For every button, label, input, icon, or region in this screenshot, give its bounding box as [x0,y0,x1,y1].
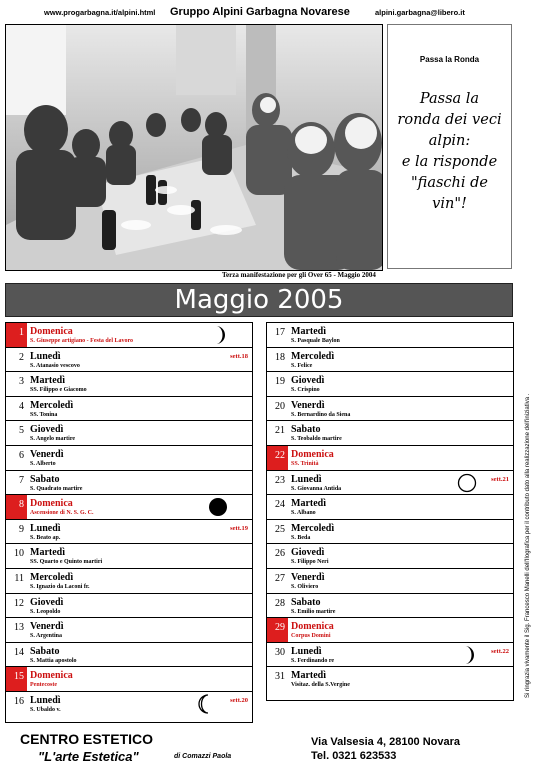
weekday-name: Sabato [291,596,321,608]
quote-line: "fiaschi de [411,175,488,191]
weekday-name: Giovedì [30,596,64,608]
saint-name: S. Bernardino da Siena [291,411,351,418]
weekday-name: Venerdì [291,399,325,411]
calendar-day-row [6,323,252,348]
weekday-name: Domenica [291,621,334,633]
week-number: sett.22 [491,647,509,655]
calendar-day-row [267,544,513,569]
day-number: 23 [275,474,285,486]
email-link[interactable]: alpini.garbagna@libero.it [375,8,465,17]
day-number: 30 [275,646,285,658]
day-number: 12 [14,597,24,609]
weekday-name: Lunedì [291,473,322,485]
day-number: 11 [14,573,24,584]
new-moon-icon [208,497,228,517]
ad-owner: di Comazzi Paola [174,753,232,760]
saint-name: S. Ferdinando re [291,657,335,664]
day-number: 18 [275,351,285,363]
group-photo [5,24,383,271]
first-quarter-icon [196,694,216,714]
calendar-day-row [6,421,252,446]
saint-name: S. Albano [291,510,316,517]
week-number: sett.19 [230,524,248,532]
weekday-name: Mercoledì [30,572,74,583]
calendar-day-row [6,692,252,717]
weekday-name: Domenica [291,449,334,460]
header-bar [0,6,536,20]
weekday-name: Venerdì [30,621,64,633]
calendar-day-row [6,495,252,520]
saint-name: S. Giuseppe artigiano - Festa del Lavoro [30,338,134,344]
weekday-name: Mercoledì [291,350,335,362]
saint-name: S. Argentina [30,633,63,640]
day-number: 5 [19,425,24,437]
quote-line: e la risponde [401,154,498,170]
saint-name: Ascensione di N. S. G. C. [30,510,94,517]
saint-name: S. Quadrato martire [30,485,83,492]
day-number: 4 [19,400,24,412]
group-photo-illustration [6,25,382,270]
last-quarter-icon [457,645,477,665]
day-number: 1 [6,323,27,347]
saint-name: SS. Quarto e Quinto martiri [30,559,103,566]
week-number: sett.18 [230,352,248,360]
calendar-day-row [267,643,513,668]
calendar-day-row [267,421,513,446]
saint-name: S. Filippo Neri [291,559,329,566]
day-number: 21 [275,425,285,437]
day-number: 10 [14,548,24,560]
calendar-day-row [267,569,513,594]
day-number: 19 [275,376,285,388]
quote-line: alpin: [428,133,471,149]
saint-name: SS. Filippo e Giacomo [30,387,87,394]
calendar-day-row [6,643,252,668]
day-number: 2 [19,351,24,363]
weekday-name: Venerdì [30,449,64,460]
day-number: 16 [14,696,24,707]
saint-name: S. Beda [291,534,311,541]
saint-name: S. Alberto [30,461,56,467]
weekday-name: Mercoledì [291,522,335,534]
day-number: 15 [6,667,27,691]
saint-name: S. Mattia apostolo [30,657,77,664]
weekday-name: Venerdì [291,572,325,583]
day-number: 20 [275,400,285,412]
weekday-name: Martedì [291,498,326,510]
weekday-name: Giovedì [291,547,325,559]
ad-phone: Tel. 0321 623533 [311,750,397,762]
last-quarter-icon [208,325,228,345]
day-number: 6 [19,450,24,461]
calendar-day-row [267,520,513,545]
day-number: 22 [267,446,288,470]
calendar-day-row [267,348,513,373]
saint-name: S. Ubaldo v. [30,707,61,713]
calendar-day-row [6,348,252,373]
calendar-column-left [5,322,253,723]
group-name: Gruppo Alpini Garbagna Novarese [170,6,350,18]
saint-name: Visitaz. della S.Vergine [291,682,350,689]
calendar-day-row [6,471,252,496]
saint-name: SS. Trinità [291,461,319,467]
weekday-name: Lunedì [291,645,322,657]
calendar-day-row [6,667,252,692]
calendar-day-row [267,446,513,471]
weekday-name: Domenica [30,498,73,510]
calendar-day-row [6,372,252,397]
weekday-name: Martedì [30,375,65,387]
weekday-name: Martedì [30,547,65,559]
day-number: 17 [275,327,285,338]
weekday-name: Martedì [291,326,326,337]
calendar-column-right [266,322,514,701]
calendar-day-row [6,544,252,569]
week-number: sett.21 [491,475,509,483]
quote-line: Passa la [419,91,480,107]
weekday-name: Lunedì [30,350,61,362]
quote-heading: Passa la Ronda [419,55,480,64]
calendar-day-row [267,495,513,520]
calendar-day-row [267,594,513,619]
saint-name: Corpus Domini [291,633,331,640]
day-number: 26 [275,548,285,560]
weekday-name: Sabato [30,645,60,657]
day-number: 13 [14,622,24,634]
calendar-day-row [267,372,513,397]
saint-name: S. Pasquale Baylon [291,338,340,344]
day-number: 28 [275,597,285,609]
full-moon-icon [457,473,477,493]
calendar-day-row [6,446,252,471]
day-number: 29 [267,618,288,642]
saint-name: S. Oliviero [291,584,319,590]
day-number: 25 [275,523,285,535]
day-number: 27 [275,573,285,584]
quote-line: ronda dei veci [397,112,502,128]
saint-name: Pentecoste [30,682,57,689]
calendar-day-row [267,618,513,643]
saint-name: S. Giovanna Antida [291,485,342,492]
ad-business-name: CENTRO ESTETICO [20,731,154,747]
saint-name: S. Felice [291,362,313,369]
saint-name: S. Ignazio da Laconi fr. [30,584,90,590]
website-link[interactable]: www.progarbagna.it/alpini.html [44,8,156,17]
day-number: 9 [19,523,24,535]
saint-name: S. Leopoldo [30,608,61,615]
calendar-day-row [6,594,252,619]
calendar-day-row [6,618,252,643]
calendar-day-row [267,667,513,692]
photo-caption: Terza manifestazione per gli Over 65 - Maggio 2004 [222,271,376,279]
calendar-day-row [267,471,513,496]
quote-text [392,89,507,215]
saint-name: S. Emilio martire [291,608,336,615]
day-number: 7 [19,474,24,486]
month-title: Maggio 2005 [174,285,344,315]
weekday-name: Martedì [291,670,326,682]
calendar-day-row [6,520,252,545]
saint-name: S. Atanasio vescovo [30,362,80,369]
weekday-name: Giovedì [30,424,64,436]
saint-name: S. Angelo martire [30,436,76,443]
weekday-name: Mercoledì [30,399,74,411]
calendar-day-row [6,397,252,422]
day-number: 24 [275,499,285,511]
saint-name: S. Teobaldo martire [291,436,342,443]
saint-name: S. Crispino [291,387,320,394]
ad-address: Via Valsesia 4, 28100 Novara [311,736,461,748]
day-number: 8 [6,495,27,519]
side-note: Si ringrazia vivamente il Sig. Francesco Manelli dell'Ilografica per il contributo dato alla realizzazione dell'iniziativa . [525,393,531,698]
day-number: 31 [275,671,285,683]
weekday-name: Sabato [30,473,60,485]
weekday-name: Domenica [30,326,73,337]
weekday-name: Lunedì [30,522,61,534]
ad-slogan: "L'arte Estetica" [38,749,139,764]
saint-name: SS. Tonina [30,411,58,418]
weekday-name: Giovedì [291,375,325,387]
quote-line: vin"! [432,196,467,212]
weekday-name: Sabato [291,424,321,436]
saint-name: S. Beato ap. [30,534,61,541]
calendar-day-row [267,397,513,422]
quote-box [387,24,512,269]
weekday-name: Domenica [30,670,73,682]
month-title-bar [5,283,513,317]
week-number: sett.20 [230,697,248,704]
day-number: 14 [14,646,24,658]
calendar-day-row [6,569,252,594]
calendar-day-row [267,323,513,348]
day-number: 3 [19,376,24,388]
weekday-name: Lunedì [30,695,61,706]
